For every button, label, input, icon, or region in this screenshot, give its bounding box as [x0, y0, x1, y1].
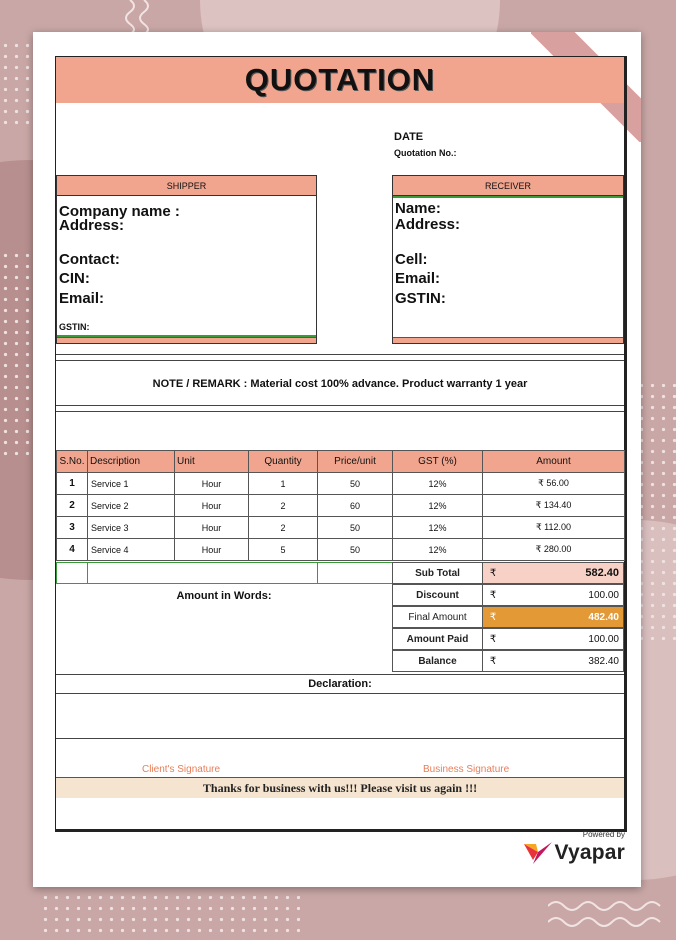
vyapar-brand	[524, 840, 625, 866]
final-amount-label: Final Amount	[393, 607, 483, 627]
sub-total-row	[392, 562, 624, 584]
background-dots	[0, 250, 34, 460]
cell-separator	[87, 563, 88, 583]
final-amount-box	[483, 607, 623, 627]
receiver-gstin: GSTIN:	[395, 290, 446, 307]
thank-you-footer: Thanks for business with us!!! Please visit us again !!!	[56, 777, 624, 798]
row-sno: 4	[57, 539, 88, 561]
divider-line	[56, 411, 624, 412]
background-dots	[636, 380, 676, 640]
cell-separator	[317, 563, 318, 583]
row-quantity: 1	[249, 473, 318, 495]
row-price: 50	[318, 517, 393, 539]
amount-paid-row	[392, 628, 624, 650]
amount-paid-label: Amount Paid	[393, 629, 483, 649]
receiver-email: Email:	[395, 270, 441, 287]
discount-row	[392, 584, 624, 606]
column-header: Unit	[175, 451, 249, 473]
row-gst: 12%	[393, 539, 483, 561]
divider-line	[56, 738, 624, 739]
client-signature-label: Client's Signature	[142, 764, 221, 775]
row-description: Service 1	[88, 473, 175, 495]
row-unit: Hour	[175, 517, 249, 539]
declaration-label: Declaration:	[56, 674, 624, 694]
row-unit: Hour	[175, 495, 249, 517]
quotation-sheet	[55, 56, 627, 832]
table-row	[57, 495, 625, 517]
note-remark: NOTE / REMARK : Material cost 100% advance. Product warranty 1 year	[152, 378, 528, 390]
divider-line	[56, 360, 624, 361]
row-price: 50	[318, 539, 393, 561]
row-price: 50	[318, 473, 393, 495]
balance-label: Balance	[393, 651, 483, 671]
items-table	[56, 450, 625, 561]
quotation-page	[33, 32, 641, 887]
shipper-contact: Contact:	[59, 251, 120, 268]
column-header: GST (%)	[393, 451, 483, 473]
column-header: Price/unit	[318, 451, 393, 473]
receiver-box	[392, 175, 624, 344]
row-amount: ₹ 134.40	[483, 495, 625, 517]
divider-line	[56, 354, 624, 355]
row-price: 60	[318, 495, 393, 517]
table-header-row	[57, 451, 625, 473]
receiver-cell: Cell:	[395, 251, 428, 268]
final-amount-row	[392, 606, 624, 628]
row-description: Service 3	[88, 517, 175, 539]
vyapar-logo-icon	[524, 840, 552, 866]
currency-symbol: ₹	[489, 656, 497, 667]
row-sno: 1	[57, 473, 88, 495]
background-dots	[40, 892, 300, 940]
summary-section	[56, 562, 624, 672]
currency-symbol: ₹	[489, 568, 497, 579]
shipper-cin: CIN:	[59, 270, 90, 287]
date-label: DATE	[394, 131, 424, 143]
business-signature-label: Business Signature	[423, 764, 510, 775]
receiver-footer-strip	[393, 337, 623, 343]
row-gst: 12%	[393, 495, 483, 517]
row-amount: ₹ 112.00	[483, 517, 625, 539]
column-header: S.No.	[57, 451, 88, 473]
shipper-gstin: GSTIN:	[59, 322, 90, 332]
page-title: QUOTATION	[56, 57, 624, 103]
final-amount-value: 482.40	[588, 612, 619, 623]
balance-row	[392, 650, 624, 672]
squiggle-decoration	[548, 896, 668, 936]
powered-by-vyapar	[524, 830, 625, 866]
row-gst: 12%	[393, 473, 483, 495]
currency-symbol: ₹	[489, 590, 497, 601]
column-header: Description	[88, 451, 175, 473]
shipper-address: Address:	[59, 217, 125, 234]
row-sno: 2	[57, 495, 88, 517]
shipper-footer-strip	[57, 337, 316, 343]
vyapar-brand-name: Vyapar	[554, 841, 625, 864]
receiver-address: Address:	[395, 216, 461, 233]
table-row	[57, 473, 625, 495]
receiver-name: Name:	[395, 200, 441, 217]
sub-total-value: 582.40	[585, 567, 619, 579]
receiver-divider	[393, 196, 623, 198]
quotation-number-label: Quotation No.:	[394, 148, 457, 158]
row-unit: Hour	[175, 473, 249, 495]
discount-label: Discount	[393, 585, 483, 605]
powered-by-label: Powered by	[582, 830, 625, 839]
row-description: Service 4	[88, 539, 175, 561]
squiggle-decoration	[120, 0, 160, 34]
shipper-header: SHIPPER	[57, 176, 316, 196]
table-row	[57, 539, 625, 561]
receiver-header: RECEIVER	[393, 176, 623, 196]
row-amount: ₹ 280.00	[483, 539, 625, 561]
sub-total-box	[483, 563, 623, 583]
row-gst: 12%	[393, 517, 483, 539]
discount-value: 100.00	[588, 590, 619, 601]
background-dots	[0, 40, 30, 130]
row-quantity: 5	[249, 539, 318, 561]
table-row	[57, 517, 625, 539]
row-description: Service 2	[88, 495, 175, 517]
currency-symbol: ₹	[489, 612, 497, 623]
sub-total-label: Sub Total	[393, 563, 483, 583]
row-amount: ₹ 56.00	[483, 473, 625, 495]
row-unit: Hour	[175, 539, 249, 561]
row-quantity: 2	[249, 495, 318, 517]
row-sno: 3	[57, 517, 88, 539]
row-quantity: 2	[249, 517, 318, 539]
column-header: Quantity	[249, 451, 318, 473]
amount-paid-value: 100.00	[588, 634, 619, 645]
empty-total-row	[56, 562, 392, 584]
shipper-company-name: Company name :	[59, 203, 180, 220]
amount-in-words-label: Amount in Words:	[176, 590, 272, 602]
divider-line	[56, 405, 624, 406]
shipper-box	[56, 175, 317, 344]
column-header: Amount	[483, 451, 625, 473]
currency-symbol: ₹	[489, 634, 497, 645]
balance-value: 382.40	[588, 656, 619, 667]
shipper-email: Email:	[59, 290, 105, 307]
